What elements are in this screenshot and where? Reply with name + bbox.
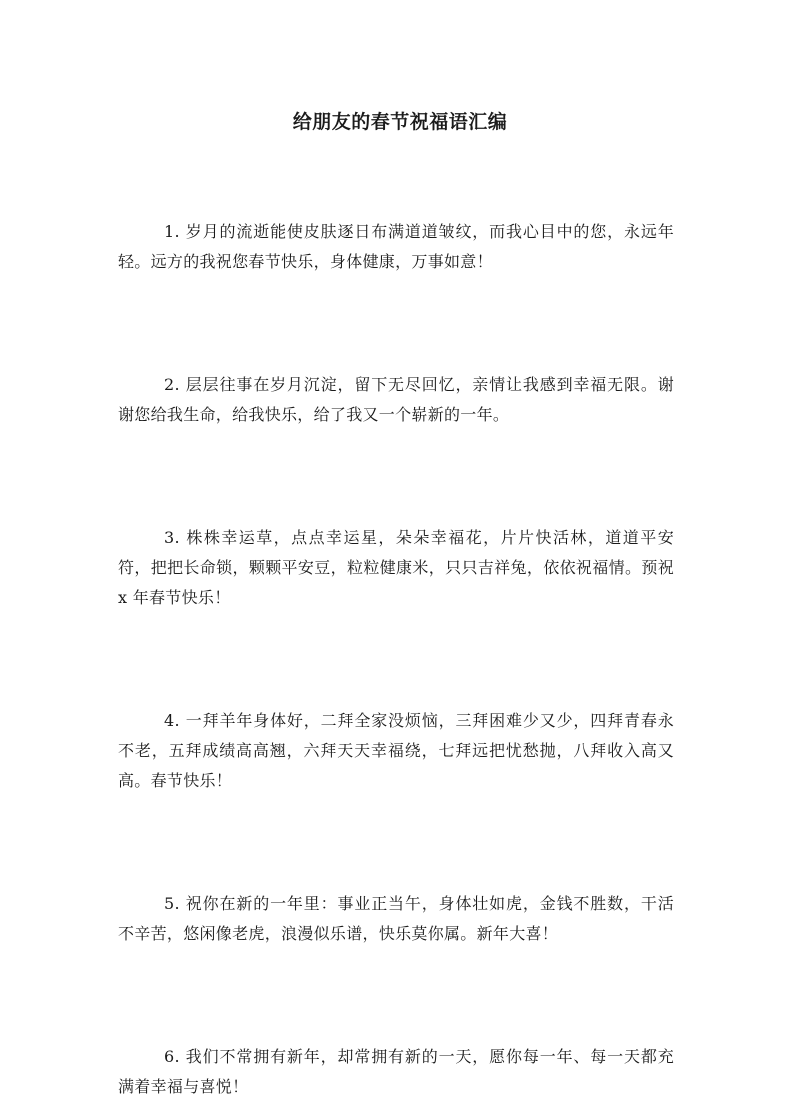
blessing-paragraph: 1. 岁月的流逝能使皮肤逐日布满道道皱纹，而我心目中的您，永远年轻。远方的我祝您春节快乐，身体健康，万事如意！: [118, 222, 674, 271]
blessing-list: [118, 217, 674, 1102]
blessing-paragraph: 4. 一拜羊年身体好，二拜全家没烦恼，三拜困难少又少，四拜青春永不老，五拜成绩高高翘，六拜天天幸福绕，七拜远把忧愁抛，八拜收入高又高。春节快乐！: [118, 711, 674, 790]
blessing-paragraph: 3. 株株幸运草，点点幸运星，朵朵幸福花，片片快活林，道道平安符，把把长命锁，颗颗平安豆，粒粒健康米，只只吉祥兔，依依祝福情。预祝 x 年春节快乐！: [118, 528, 674, 607]
blessing-paragraph: 6. 我们不常拥有新年，却常拥有新的一天，愿你每一年、每一天都充满着幸福与喜悦！: [118, 1047, 674, 1096]
blessing-paragraph: 5. 祝你在新的一年里：事业正当午，身体壮如虎，金钱不胜数，干活不辛苦，悠闲像老虎，浪漫似乐谱，快乐莫你属。新年大喜！: [118, 894, 674, 943]
document-title: 给朋友的春节祝福语汇编: [292, 110, 508, 133]
blessing-paragraph: 2. 层层往事在岁月沉淀，留下无尽回忆，亲情让我感到幸福无限。谢谢您给我生命，给我快乐，给了我又一个崭新的一年。: [118, 375, 674, 424]
